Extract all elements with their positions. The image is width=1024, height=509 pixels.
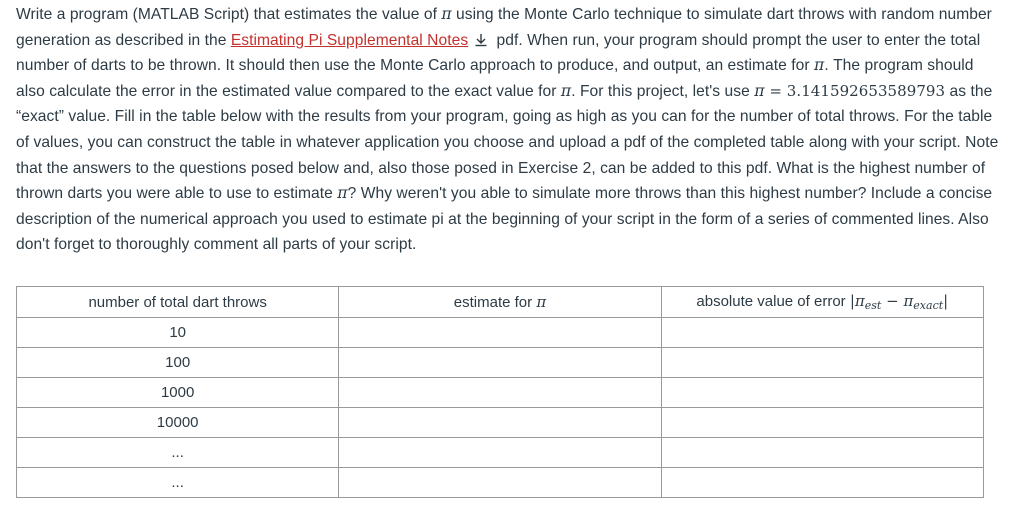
- table-row: [17, 378, 984, 408]
- header-error-label: absolute value of error: [696, 293, 850, 310]
- equals-sign: =: [764, 81, 787, 100]
- cell-throws: ...: [17, 468, 339, 498]
- pi-symbol: π: [337, 184, 348, 203]
- prompt-paragraph: [16, 2, 1006, 258]
- pi-symbol: π: [814, 56, 825, 75]
- assignment-prompt: [16, 2, 1006, 258]
- abs-bar-open: |: [849, 292, 855, 310]
- abs-bar-close: |: [943, 292, 949, 310]
- header-estimate: [339, 287, 661, 318]
- prompt-text-2: using the Monte Carlo technique to simulate dart throws with random number generation as described in the: [16, 6, 992, 49]
- cell-error: [661, 348, 983, 378]
- cell-estimate: [339, 468, 661, 498]
- pi-exact-symbol: π: [903, 292, 914, 310]
- pi-symbol: π: [754, 81, 765, 100]
- pi-est-symbol: π: [854, 292, 865, 310]
- download-icon[interactable]: [474, 30, 488, 44]
- cell-error: [661, 318, 983, 348]
- prompt-text-1: Write a program (MATLAB Script) that estimates the value of: [16, 6, 442, 23]
- header-estimate-label: estimate for: [453, 294, 537, 311]
- cell-estimate: [339, 408, 661, 438]
- prompt-text-4: . The program should also calculate the error in the estimated value compared to the exact value for: [16, 57, 974, 100]
- cell-error: [661, 408, 983, 438]
- cell-estimate: [339, 378, 661, 408]
- prompt-text-6: as the “exact” value. Fill in the table below with the results from your program, going as high as you can for the number of total throws. For the table of values, you can construct the table in whatever application you choose and upload a pdf of the completed table along with your script. Note that the answers to the questions posed below and, also those posed in Exercise 2, can be added to this pdf. What is the highest number of thrown darts you were able to use to estimate: [16, 82, 999, 203]
- table-row: [17, 468, 984, 498]
- pi-symbol: π: [536, 293, 547, 311]
- cell-throws: 10000: [17, 408, 339, 438]
- cell-throws: 10: [17, 318, 339, 348]
- prompt-text-7: ? Why weren't you able to simulate more throws than this highest number? Include a concise description of the numerical approach you used to estimate pi at the beginning of your script in the form of a series of commented lines. Also don't forget to thoroughly comment all parts of your script.: [16, 185, 993, 254]
- table-row: [17, 348, 984, 378]
- est-subscript: est: [864, 299, 882, 312]
- header-error: [661, 287, 983, 318]
- header-throws: number of total dart throws: [17, 287, 339, 318]
- cell-estimate: [339, 318, 661, 348]
- prompt-text-3: pdf. When run, your program should prompt the user to enter the total number of darts to be thrown. It should then use the Monte Carlo approach to produce, and output, an estimate for: [16, 31, 981, 75]
- cell-error: [661, 378, 983, 408]
- exact-subscript: exact: [913, 299, 944, 312]
- exact-pi-value: 3.1415926535897​93: [786, 81, 946, 100]
- table-row: [17, 408, 984, 438]
- pi-symbol: π: [441, 5, 452, 23]
- cell-estimate: [339, 438, 661, 468]
- cell-error: [661, 438, 983, 468]
- cell-throws: ...: [17, 438, 339, 468]
- table-row: [17, 318, 984, 348]
- pi-symbol: π: [560, 81, 572, 100]
- cell-throws: 1000: [17, 378, 339, 408]
- cell-estimate: [339, 348, 661, 378]
- table-row: [17, 438, 984, 468]
- table-header-row: [17, 287, 984, 318]
- minus-sign: −: [881, 292, 904, 310]
- results-table: [16, 286, 984, 498]
- cell-throws: 100: [17, 348, 339, 378]
- prompt-text-5: . For this project, let's use: [571, 82, 755, 100]
- supplemental-notes-link[interactable]: Estimating Pi Supplemental Notes: [230, 31, 469, 49]
- cell-error: [661, 468, 983, 498]
